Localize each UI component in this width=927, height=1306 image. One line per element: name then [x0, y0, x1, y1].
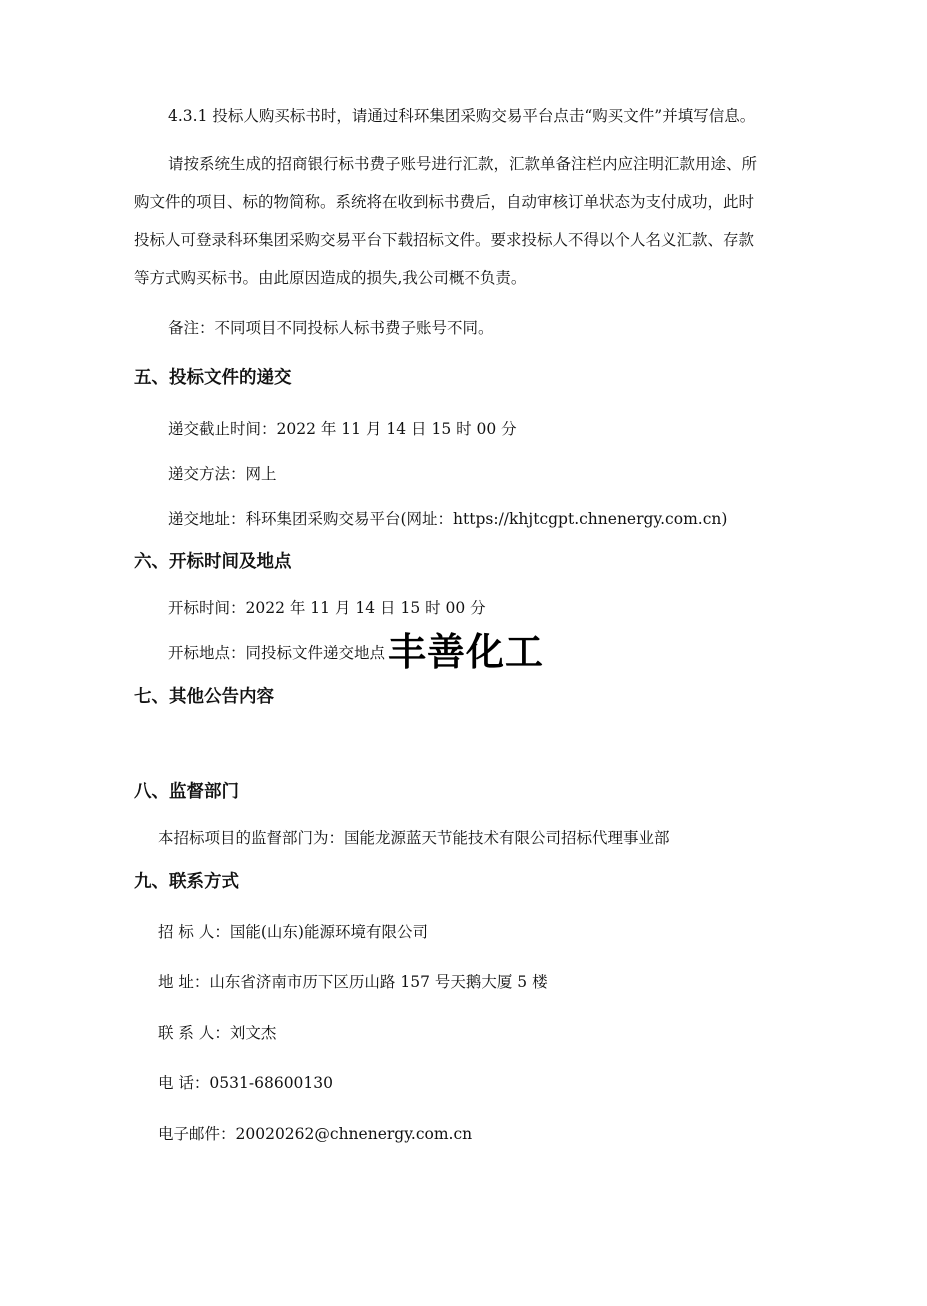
supervision-department: 本招标项目的监督部门为：国能龙源蓝天节能技术有限公司招标代理事业部	[158, 829, 670, 847]
contact-person: 联 系 人：刘文杰	[158, 1024, 277, 1042]
purchase-paragraph-line: 投标人可登录科环集团采购交易平台下载招标文件。要求投标人不得以个人名义汇款、存款	[134, 231, 755, 249]
submission-address: 递交地址：科环集团采购交易平台(网址：https://khjtcgpt.chnenergy.com.cn)	[168, 510, 728, 528]
purchase-note: 备注：不同项目不同投标人标书费子账号不同。	[168, 319, 494, 337]
watermark-logo: 丰善化工	[388, 630, 545, 674]
purchase-paragraph-line: 请按系统生成的招商银行标书费子账号进行汇款，汇款单备注栏内应注明汇款用途、所	[168, 155, 758, 173]
purchase-instruction: 4.3.1 投标人购买标书时，请通过科环集团采购交易平台点击“购买文件”并填写信息。	[168, 107, 756, 125]
section-7-heading: 七、其他公告内容	[134, 687, 274, 707]
submission-deadline: 递交截止时间：2022 年 11 月 14 日 15 时 00 分	[168, 420, 517, 438]
purchase-paragraph-line: 购文件的项目、标的物简称。系统将在收到标书费后，自动审核订单状态为支付成功，此时	[134, 193, 755, 211]
section-6-heading: 六、开标时间及地点	[134, 552, 292, 572]
submission-method: 递交方法：网上	[168, 465, 277, 483]
contact-tenderer: 招 标 人：国能(山东)能源环境有限公司	[158, 923, 428, 941]
contact-email: 电子邮件：20020262@chnenergy.com.cn	[158, 1125, 473, 1143]
contact-address: 地 址：山东省济南市历下区历山路 157 号天鹅大厦 5 楼	[158, 973, 548, 991]
section-8-heading: 八、监督部门	[134, 782, 239, 802]
purchase-paragraph-line: 等方式购买标书。由此原因造成的损失,我公司概不负责。	[134, 269, 527, 287]
section-5-heading: 五、投标文件的递交	[134, 368, 292, 388]
opening-place: 开标地点：同投标文件递交地点	[168, 644, 386, 662]
contact-phone: 电 话：0531-68600130	[158, 1074, 334, 1092]
section-9-heading: 九、联系方式	[134, 872, 239, 892]
opening-time: 开标时间：2022 年 11 月 14 日 15 时 00 分	[168, 599, 486, 617]
